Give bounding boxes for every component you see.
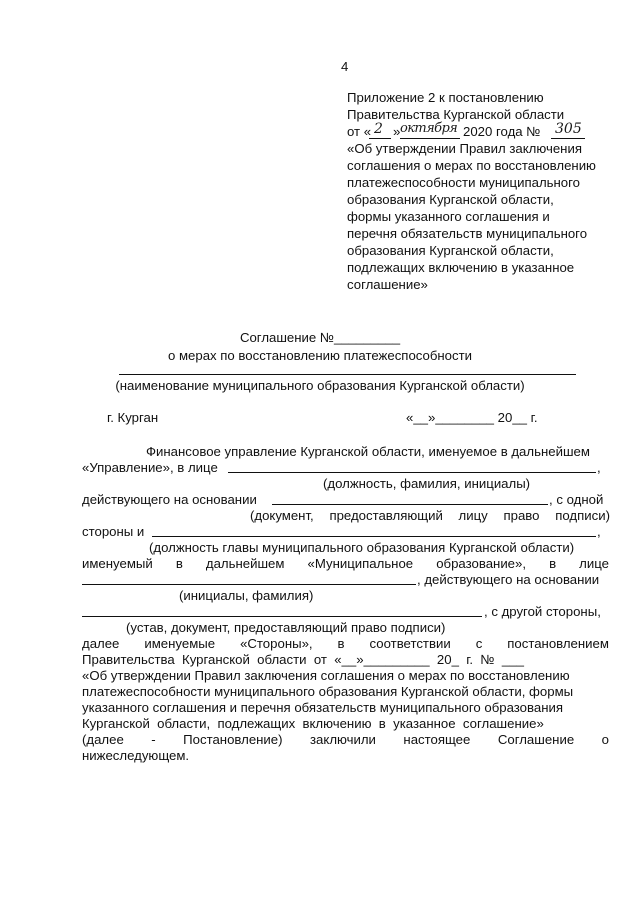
word: о [601, 732, 609, 747]
date-quote-close: » [393, 124, 401, 139]
date-year: 2020 года № [463, 124, 541, 139]
charter-blank-line [82, 616, 482, 617]
appendix-date-line [347, 121, 607, 142]
word: соответствии [369, 636, 451, 651]
body-p1-line2-suffix: , [597, 460, 601, 475]
appendix-subject-line: соглашения о мерах по восстановлению [347, 158, 596, 173]
side-prefix: стороны и [82, 524, 145, 539]
final-line [82, 732, 609, 748]
appendix-subject-line: перечня обязательств муниципального [347, 226, 588, 241]
word: лице [579, 556, 609, 571]
word: в [549, 556, 557, 571]
date-day-underline [369, 138, 391, 139]
word: именуемый [82, 556, 153, 571]
official-blank-line [228, 472, 596, 473]
date-month-underline [400, 138, 460, 139]
word: настоящее [403, 732, 471, 747]
agreement-heading: Соглашение №_________ [239, 330, 401, 345]
decree-line: платежеспособности муниципального образования Курганской области, формы [82, 684, 574, 699]
word: лицу [458, 508, 488, 523]
word: Соглашение [497, 732, 575, 747]
hereinafter-line [82, 636, 609, 652]
word: дальнейшем [205, 556, 285, 571]
appendix-title-line2: Правительства Курганской области [347, 107, 565, 122]
named-line [82, 556, 609, 572]
head-blank-line [152, 536, 596, 537]
municipal-official-blank-line [82, 584, 416, 585]
word: (документ, [250, 508, 314, 523]
body-p1-line1: Финансовое управление Курганской области, именуемое в дальнейшем [146, 444, 590, 459]
appendix-subject-line: образования Курганской области, [347, 243, 554, 258]
other-side-suffix: , с другой стороны, [484, 604, 601, 619]
word: (далее [82, 732, 124, 747]
word: - [151, 732, 156, 747]
appendix-subject-line: соглашение» [347, 277, 428, 292]
word: «Стороны», [240, 636, 313, 651]
word: в [337, 636, 345, 651]
caption-document [250, 508, 610, 524]
city: г. Курган [107, 410, 159, 425]
appendix-subject-line: «Об утверждении Правил заключения [347, 141, 582, 156]
agreement-subheading: о мерах по восстановлению платежеспособности [167, 348, 473, 363]
date-day-handwritten: 2 [374, 121, 383, 137]
word: с [475, 636, 483, 651]
decree-number-handwritten: 305 [555, 121, 582, 137]
appendix-subject-line: подлежащих включению в указанное [347, 260, 575, 275]
caption-official: (должность, фамилия, инициалы) [323, 476, 531, 491]
word: именуемые [144, 636, 216, 651]
basis-blank-line [272, 504, 548, 505]
word: далее [82, 636, 120, 651]
word: право [503, 508, 540, 523]
date-month-handwritten: октября [400, 121, 458, 136]
date-prefix: от « [347, 124, 372, 139]
side-suffix: , [597, 524, 601, 539]
word: постановлением [507, 636, 609, 651]
word: «Муниципальное [307, 556, 414, 571]
appendix-title-line1: Приложение 2 к постановлению [347, 90, 544, 105]
appendix-subject-line: платежеспособности муниципального [347, 175, 580, 190]
government-line: Правительства Курганской области от «__»_________ 20_ г. № ___ [82, 652, 524, 667]
appendix-subject-line: образования Курганской области, [347, 192, 554, 207]
municipality-caption: (наименование муниципального образования Курганской области) [115, 378, 525, 393]
municipality-name-line [119, 374, 576, 375]
decree-line: «Об утверждении Правил заключения соглашения о мерах по восстановлению [82, 668, 570, 683]
caption-initials: (инициалы, фамилия) [179, 588, 314, 603]
word: предоставляющий [329, 508, 443, 523]
basis-prefix: действующего на основании [82, 492, 257, 507]
acting-suffix: , действующего на основании [417, 572, 600, 587]
word: Постановление) [183, 732, 283, 747]
page-number: 4 [341, 59, 349, 74]
body-p1-line2-prefix: «Управление», в лице [82, 460, 218, 475]
final-last-line: нижеследующем. [82, 748, 190, 763]
word: заключили [310, 732, 376, 747]
caption-charter: (устав, документ, предоставляющий право подписи) [126, 620, 446, 635]
appendix-subject-line: формы указанного соглашения и [347, 209, 550, 224]
caption-head: (должность главы муниципального образования Курганской области) [149, 540, 575, 555]
decree-number-underline [551, 138, 585, 139]
decree-line: указанного соглашения и перечня обязательств муниципального образования [82, 700, 563, 715]
word: в [175, 556, 183, 571]
word: подписи) [555, 508, 610, 523]
decree-line: Курганской области, подлежащих включению в указанное соглашение» [82, 716, 544, 731]
basis-suffix: , с одной [549, 492, 604, 507]
agreement-date: «__»________ 20__ г. [406, 410, 538, 425]
word: образование», [436, 556, 527, 571]
